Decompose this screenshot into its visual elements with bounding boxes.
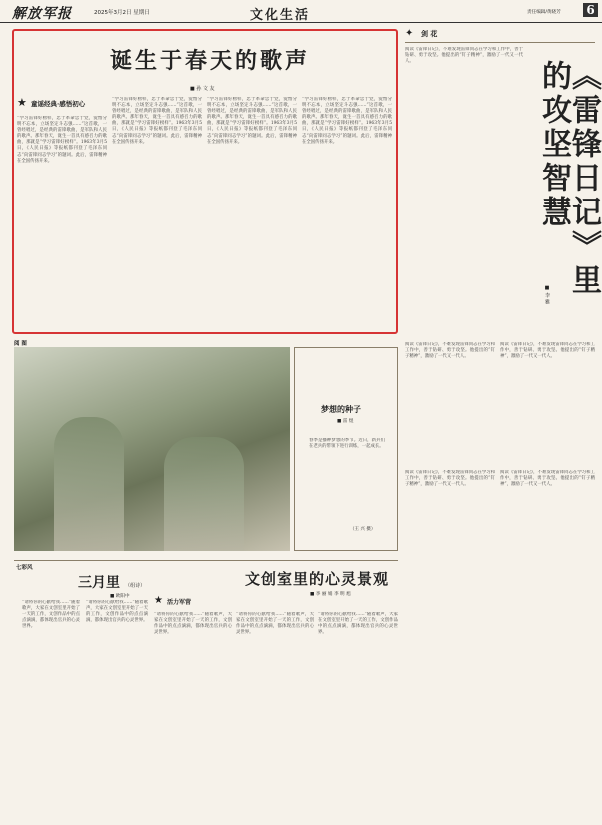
page-number: 6 (583, 3, 598, 17)
poem-author: ■ 欧阳中 (110, 594, 130, 599)
photo-caption-author: （王 兴 摄） (350, 527, 376, 532)
poem-title-text: 三月里 (78, 575, 120, 591)
photo-caption-body: 春季是播种梦想的季节。近日，新兵们在老兵的带领下进行训练，一起成长。 (309, 438, 385, 450)
poem-subtitle: （组诗） (125, 583, 146, 589)
masthead-logo: 解放军报 (12, 6, 72, 22)
photo-figure-left (54, 417, 124, 551)
section-title: 文化生活 (250, 8, 311, 23)
right-column-text-4: 阅读《雷锋日记》，不难发现雷锋同志在学习和工作中，善于钻研、勇于攻坚。他提出的“钉子精神”，激励了一代又一代人。 (500, 470, 595, 488)
main-column-3: “学习雷锋好榜样，忠于革命忠于党，爱憎分明不忘本，立场坚定斗志强……”这首歌，一曾经唱过，是经典的雷锋歌曲，是军队和人民的歌声。那年春天，诞生一首具有感召力的歌曲，那就是“学习雷锋好榜样”。1963年3月5日，《人民日报》等报纸都刊登了毛泽东同志“向雷锋同志学习”的题词。此后，雷锋精神在全国传扬开来。 (207, 97, 297, 145)
column-title: 《雷锋日记》里的攻坚智慧 (536, 60, 601, 298)
masthead (0, 0, 602, 23)
right-column-text-2: 阅读《雷锋日记》，不难发现雷锋同志在学习和工作中，善于钻研、勇于攻坚。他提出的“钉子精神”，激励了一代又一代人。 (405, 342, 495, 360)
news-photo (14, 347, 290, 551)
star-icon: ★ (17, 96, 27, 109)
main-column-4: “学习雷锋好榜样，忠于革命忠于党，爱憎分明不忘本，立场坚定斗志强……”这首歌，一曾经唱过，是经典的雷锋歌曲，是军队和人民的歌声。那年春天，诞生一首具有感召力的歌曲，那就是“学习雷锋好榜样”。1963年3月5日，《人民日报》等报纸都刊登了毛泽东同志“向雷锋同志学习”的题词。此后，雷锋精神在全国传扬开来。 (302, 97, 392, 145)
sub-section-header (154, 596, 234, 608)
feature-column-2: “请将你的心献给我……”随着歌声，大家在文创室里开始了一天的工作，文创作品中的点点滴滴，都体现出官兵的心灵世界。 (236, 612, 314, 636)
main-column-1: “学习雷锋好榜样，忠于革命忠于党，爱憎分明不忘本，立场坚定斗志强……”这首歌，一曾经唱过，是经典的雷锋歌曲，是军队和人民的歌声。那年春天，诞生一首具有感召力的歌曲，那就是“学习雷锋好榜样”。1963年3月5日，《人民日报》等报纸都刊登了毛泽东同志“向雷锋同志学习”的题词。此后，雷锋精神在全国传扬开来。 (17, 116, 107, 164)
bottom-divider (14, 560, 398, 561)
feature-title: 文创室里的心灵景观 (245, 570, 390, 588)
section-label-qicaifeng: 七彩风 (16, 565, 33, 571)
sword-flower-icon: ✦ (405, 28, 414, 39)
poem-title (78, 572, 145, 592)
main-article-byline: ■ 孙 文 友 (190, 86, 215, 92)
photo-caption-box (294, 347, 398, 551)
subhead-banner (17, 97, 107, 111)
star-icon-2: ★ (154, 595, 163, 606)
photo-figure-right (164, 437, 244, 551)
poem-body-2: “请将你的心献给我……”随着歌声，大家在文创室里开始了一天的工作，文创作品中的点点滴滴，都体现出官兵的心灵世界。 (86, 600, 148, 624)
right-column-text-5: 阅读《雷锋日记》，不难发现雷锋同志在学习和工作中，善于钻研、勇于攻坚。他提出的“钉子精神”，激励了一代又一代人。 (405, 470, 495, 488)
feature-byline: ■ 李 丽 娟 李 明 旭 (310, 592, 351, 597)
right-column-text-1: 阅读《雷锋日记》，不难发现雷锋同志在学习和工作中，善于钻研、勇于攻坚。他提出的“钉子精神”，激励了一代又一代人。 (405, 47, 523, 65)
editor-credit: 责任编辑/黄晓芳 (527, 10, 561, 15)
main-article-title: 诞生于春天的歌声 (109, 48, 310, 74)
masthead-date: 2025年3月2日 星期日 (94, 10, 150, 16)
section-label-yuetu: 阅 图 (14, 341, 27, 347)
feature-column-3: “请将你的心献给我……”随着歌声，大家在文创室里开始了一天的工作，文创作品中的点点滴滴，都体现出官兵的心灵世界。 (318, 612, 398, 636)
right-column-heading: 剑 花 (421, 29, 438, 38)
feature-column-1: “请将你的心献给我……”随着歌声，大家在文创室里开始了一天的工作，文创作品中的点点滴滴，都体现出官兵的心灵世界。 (154, 612, 232, 636)
right-column-header (405, 28, 595, 43)
main-column-2: “学习雷锋好榜样，忠于革命忠于党，爱憎分明不忘本，立场坚定斗志强……”这首歌，一曾经唱过，是经典的雷锋歌曲，是军队和人民的歌声。那年春天，诞生一首具有感召力的歌曲，那就是“学习雷锋好榜样”。1963年3月5日，《人民日报》等报纸都刊登了毛泽东同志“向雷锋同志学习”的题词。此后，雷锋精神在全国传扬开来。 (112, 97, 202, 145)
poem-body-1: “请将你的心献给我……”随着歌声，大家在文创室里开始了一天的工作，文创作品中的点点滴滴，都体现出官兵的心灵世界。 (22, 600, 80, 630)
column-byline: ■ 李 雅 (544, 285, 550, 305)
subhead-text: 童谣经典·感悟初心 (31, 100, 86, 108)
photo-caption-title: 梦想的种子 (321, 404, 361, 414)
photo-caption-credit: ■ 雷 煜 (337, 419, 354, 424)
right-column-text-3: 阅读《雷锋日记》，不难发现雷锋同志在学习和工作中，善于钻研、勇于攻坚。他提出的“钉子精神”，激励了一代又一代人。 (500, 342, 595, 360)
sub-section-text: 活力军营 (167, 599, 192, 606)
